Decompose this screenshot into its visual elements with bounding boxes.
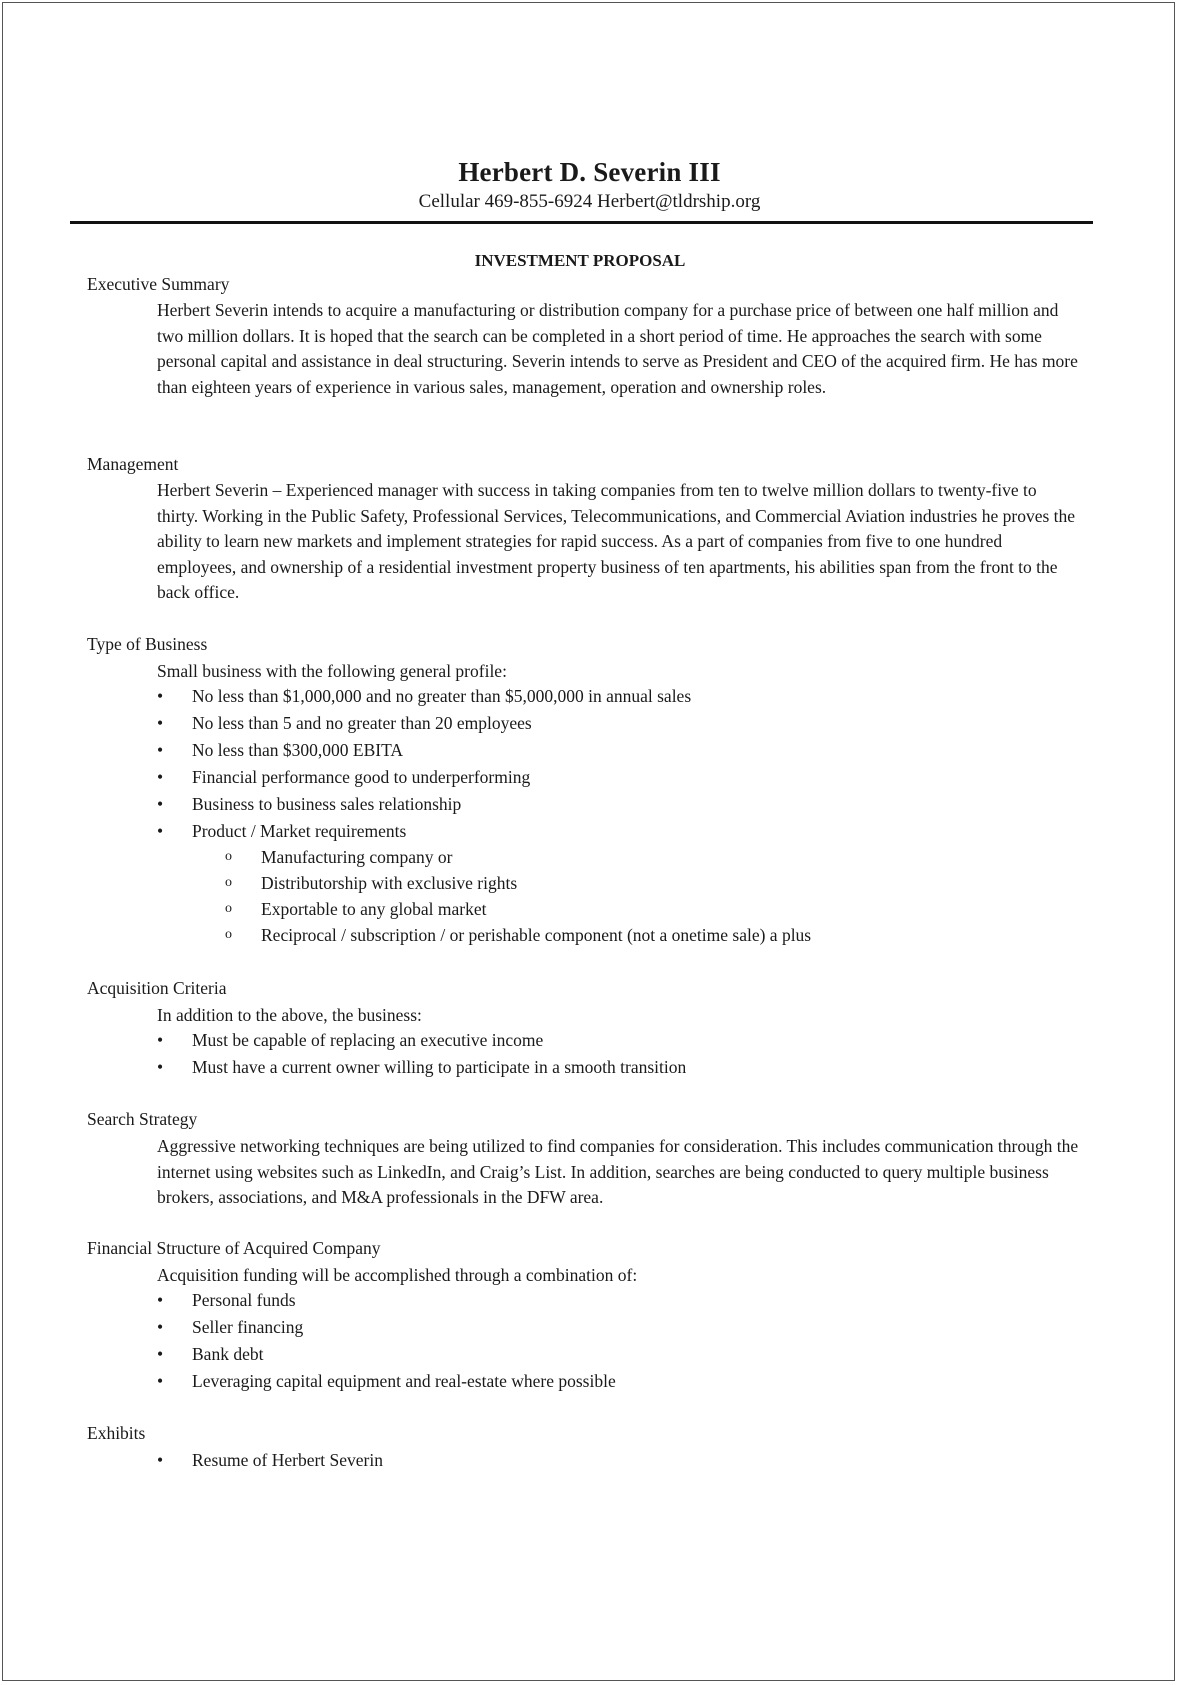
bullet-icon: •	[157, 1450, 164, 1470]
circle-bullet-icon: o	[225, 927, 232, 942]
section-heading-exhibits: Exhibits	[87, 1423, 146, 1443]
section-heading-type-of-business: Type of Business	[87, 634, 208, 654]
bullet-icon: •	[157, 1344, 164, 1364]
bullet-icon: •	[157, 1030, 164, 1050]
acquisition-criteria-intro: In addition to the above, the business:	[157, 1005, 422, 1025]
circle-bullet-icon: o	[225, 901, 232, 916]
bullet-icon: •	[157, 1057, 164, 1077]
financial-structure-intro: Acquisition funding will be accomplished through a combination of:	[157, 1265, 638, 1285]
author-name: Herbert D. Severin III	[458, 157, 721, 187]
document-title: INVESTMENT PROPOSAL	[474, 251, 686, 270]
circle-bullet-icon: o	[225, 849, 232, 864]
section-heading-financial-structure: Financial Structure of Acquired Company	[87, 1238, 381, 1258]
bullet-icon: •	[157, 821, 164, 841]
section-heading-search-strategy: Search Strategy	[87, 1109, 198, 1129]
section-heading-management: Management	[87, 454, 179, 474]
circle-bullet-icon: o	[225, 875, 232, 890]
bullet-icon: •	[157, 767, 164, 787]
executive-summary-text: Herbert Severin intends to acquire a manufacturing or distribution company for a purchase price of between one half million and two million dollars. It is hoped that the search can be completed in a short period of time. He approaches the search with some personal capital and assistance in deal structuring. Severin intends to serve as President and CEO of the acquired firm. He has more than eighteen years of experience in various sales, management, operation and ownership roles.	[157, 300, 1078, 397]
section-heading-acquisition-criteria: Acquisition Criteria	[87, 978, 227, 998]
bullet-icon: •	[157, 1290, 164, 1310]
bullet-icon: •	[157, 1317, 164, 1337]
bullet-icon: •	[157, 794, 164, 814]
header-rule	[70, 221, 1093, 224]
bullet-icon: •	[157, 740, 164, 760]
type-of-business-intro: Small business with the following general profile:	[157, 661, 507, 681]
search-strategy-text: Aggressive networking techniques are being utilized to find companies for consideration. This includes communication through the internet using websites such as LinkedIn, and Craig’s List. In addition, searches are being conducted to query multiple business brokers, associations, and M&A professionals in the DFW area.	[157, 1136, 1079, 1207]
management-text: Herbert Severin – Experienced manager with success in taking companies from ten to twelve million dollars to twenty-five to thirty. Working in the Public Safety, Professional Services, Telecommunications, and Commercial Aviation industries he proves the ability to learn new markets and implement strategies for rapid success. As a part of companies from five to one hundred employees, and ownership of a residential investment property business of ten apartments, his abilities span from the front to the back office.	[157, 480, 1076, 602]
section-heading-executive-summary: Executive Summary	[87, 274, 230, 294]
author-contact: Cellular 469-855-6924 Herbert@tldrship.org	[418, 191, 761, 212]
bullet-icon: •	[157, 686, 164, 706]
bullet-icon: •	[157, 713, 164, 733]
bullet-icon: •	[157, 1371, 164, 1391]
